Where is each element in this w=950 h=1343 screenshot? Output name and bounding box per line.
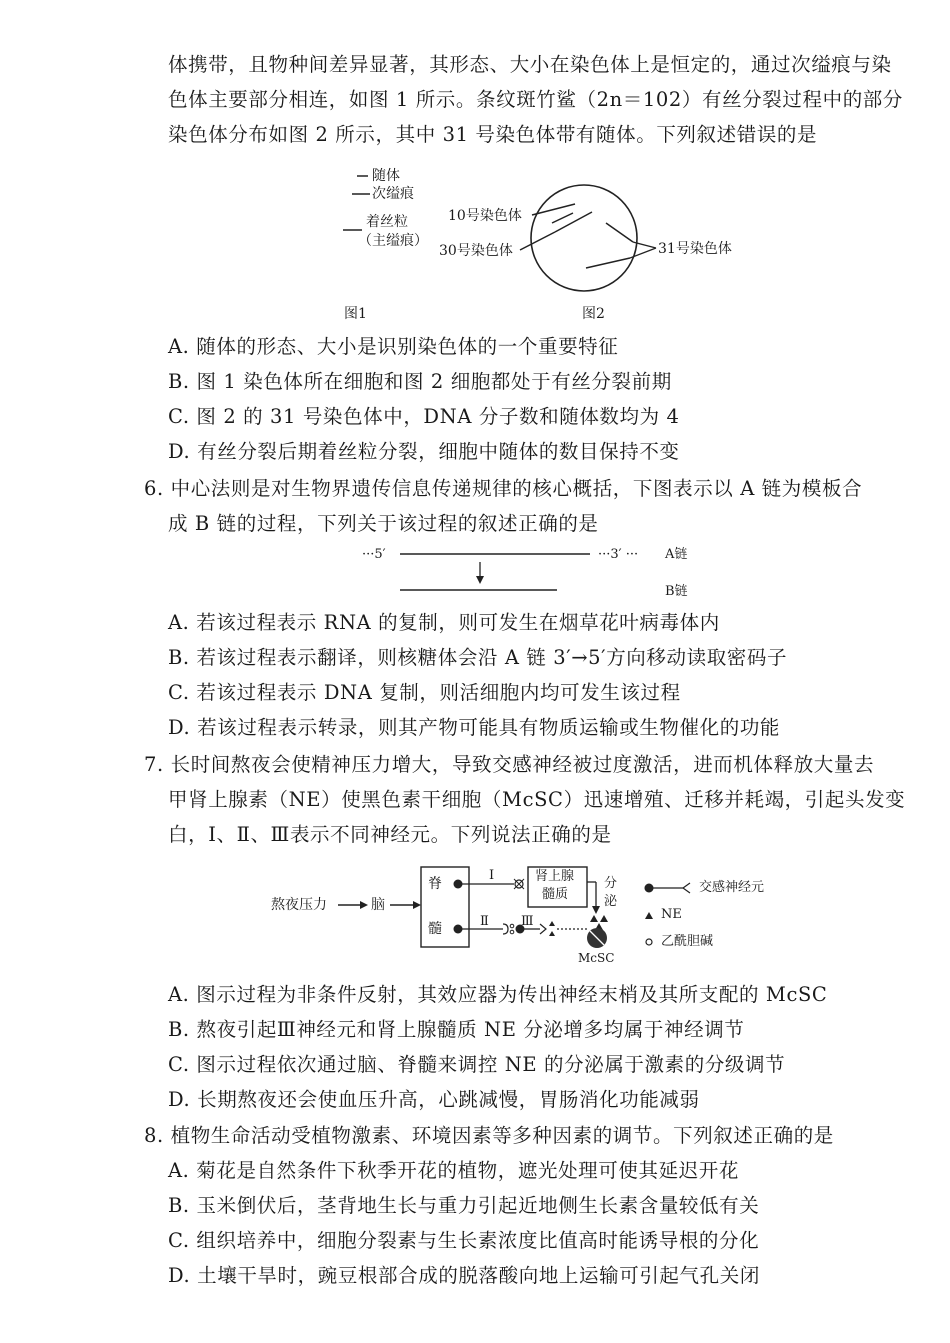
q7-stem-line-1: 7. 长时间熬夜会使精神压力增大，导致交感神经被过度激活，进而机体释放大量去	[144, 753, 875, 776]
figure-neural-pathway-lines	[0, 862, 950, 972]
q6-option-d: D. 若该过程表示转录，则其产物可能具有物质运输或生物催化的功能	[168, 716, 781, 739]
spinal-bottom-label: 髓	[428, 921, 442, 937]
fig2-label-chromosome-10: 10号染色体	[448, 208, 522, 224]
q8-option-a: A. 菊花是自然条件下秋季开花的植物，遮光处理可使其延迟开花	[168, 1159, 739, 1182]
mcsc-label: McSC	[578, 951, 615, 965]
intro-line-3: 染色体分布如图 2 所示，其中 31 号染色体带有随体。下列叙述错误的是	[168, 123, 818, 146]
cell-circle	[531, 185, 637, 291]
fig2-label-chromosome-30: 30号染色体	[439, 243, 513, 259]
neuron-3-label: Ⅲ	[521, 914, 534, 929]
q7-stem-line-2: 甲肾上腺素（NE）使黑色素干细胞（McSC）迅速增殖、迁移并耗竭，引起头发变	[168, 788, 906, 811]
q7-option-d: D. 长期熬夜还会使血压升高，心跳减慢，胃肠消化功能减弱	[168, 1088, 700, 1111]
q8-option-c: C. 组织培养中，细胞分裂素与生长素浓度比值高时能诱导根的分化	[168, 1229, 760, 1252]
q7-option-a: A. 图示过程为非条件反射，其效应器为传出神经末梢及其所支配的 McSC	[168, 983, 828, 1006]
q8-stem: 8. 植物生命活动受植物激素、环境因素等多种因素的调节。下列叙述正确的是	[144, 1124, 834, 1147]
q5-option-c: C. 图 2 的 31 号染色体中，DNA 分子数和随体数均为 4	[168, 405, 680, 428]
fig1-label-primary-constriction: （主缢痕）	[358, 233, 428, 249]
figure-chromosome-lines	[0, 0, 950, 340]
q7-stem-line-3: 白，Ⅰ、Ⅱ、Ⅲ表示不同神经元。下列说法正确的是	[168, 823, 612, 846]
figure-strands-lines	[0, 540, 950, 620]
q6-option-b: B. 若该过程表示翻译，则核糖体会沿 A 链 3′→5′方向移动读取密码子	[168, 646, 788, 669]
intro-line-2: 色体主要部分相连，如图 1 所示。条纹斑竹鲨（2n＝102）有丝分裂过程中的部分	[168, 88, 903, 111]
q8-option-d: D. 土壤干旱时，豌豆根部合成的脱落酸向地上运输可引起气孔关闭	[168, 1264, 760, 1287]
q8-option-b: B. 玉米倒伏后，茎背地生长与重力引起近地侧生长素含量较低有关	[168, 1194, 760, 1217]
q7-option-c: C. 图示过程依次通过脑、脊髓来调控 NE 的分泌属于激素的分级调节	[168, 1053, 786, 1076]
strand-5-prime-end: ···5′	[362, 547, 386, 562]
brain-label: 脑	[371, 897, 385, 913]
q6-stem-line-2: 成 B 链的过程，下列关于该过程的叙述正确的是	[168, 512, 599, 535]
stimulus-label: 熬夜压力	[271, 897, 327, 913]
chain-a-label: A链	[665, 547, 688, 562]
secrete-label-1: 分	[604, 876, 618, 891]
legend-acetylcholine: 乙酰胆碱	[661, 934, 714, 949]
fig1-label-secondary-constriction: 次缢痕	[372, 186, 414, 202]
adrenal-label-2: 髓质	[542, 887, 569, 902]
fig2-caption: 图2	[582, 306, 605, 322]
spinal-top-label: 脊	[428, 876, 442, 892]
chain-b-label: B链	[665, 584, 688, 599]
secrete-label-2: 泌	[604, 894, 618, 909]
q5-option-a: A. 随体的形态、大小是识别染色体的一个重要特征	[168, 335, 619, 358]
q6-stem-line-1: 6. 中心法则是对生物界遗传信息传递规律的核心概括，下图表示以 A 链为模板合	[144, 477, 863, 500]
q7-option-b: B. 熬夜引起Ⅲ神经元和肾上腺髓质 NE 分泌增多均属于神经调节	[168, 1018, 745, 1041]
q6-option-a: A. 若该过程表示 RNA 的复制，则可发生在烟草花叶病毒体内	[168, 611, 720, 634]
q6-option-c: C. 若该过程表示 DNA 复制，则活细胞内均可发生该过程	[168, 681, 681, 704]
fig1-label-satellite: 随体	[372, 168, 400, 184]
intro-line-1: 体携带，且物种间差异显著，其形态、大小在染色体上是恒定的，通过次缢痕与染	[168, 53, 892, 76]
neuron-1-label: Ⅰ	[489, 868, 495, 883]
fig1-caption: 图1	[344, 306, 367, 322]
q5-option-d: D. 有丝分裂后期着丝粒分裂，细胞中随体的数目保持不变	[168, 440, 680, 463]
fig2-label-chromosome-31: 31号染色体	[658, 241, 732, 257]
q5-option-b: B. 图 1 染色体所在细胞和图 2 细胞都处于有丝分裂前期	[168, 370, 672, 393]
strand-3-prime-end: ···3′ ···	[598, 547, 639, 562]
neuron-2-label: Ⅱ	[480, 914, 489, 929]
legend-sympathetic: 交感神经元	[699, 880, 765, 895]
fig1-label-centromere: 着丝粒	[366, 214, 408, 230]
adrenal-label-1: 肾上腺	[535, 869, 575, 884]
legend-ne: NE	[661, 907, 682, 922]
